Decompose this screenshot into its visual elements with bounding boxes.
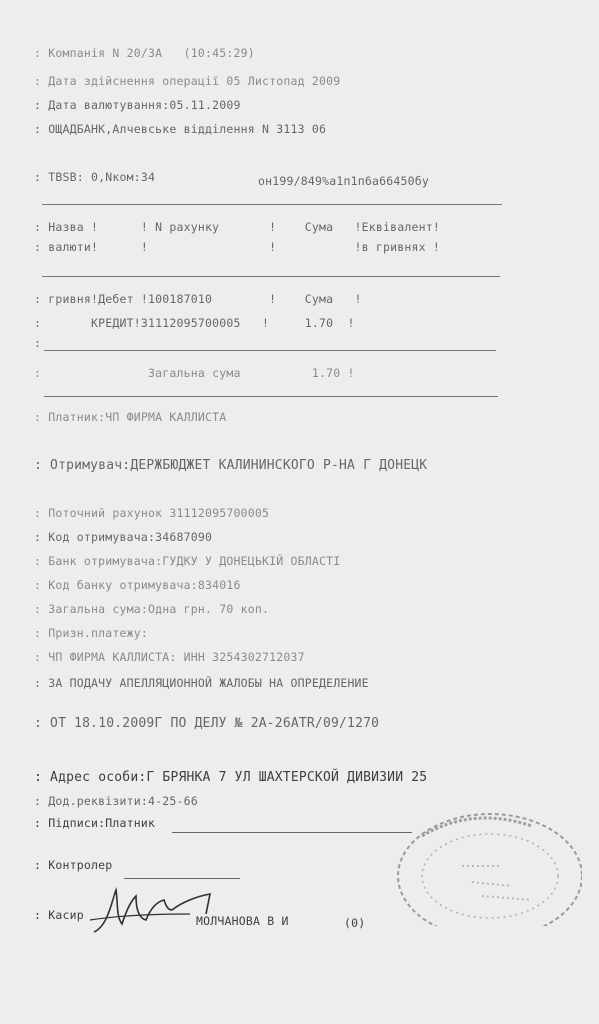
current-account-line: : Поточний рахунок 31112095700005	[34, 506, 270, 520]
case-number-line: : ОТ 18.10.2009Г ПО ДЕЛУ № 2А-26АТR/09/1270	[34, 716, 380, 731]
payment-purpose-payer: : ЧП ФИРМА КАЛЛИСТА: ИНН 3254302712037	[34, 650, 305, 664]
payer-signature-label: : Пiдписи:Платник	[34, 816, 156, 830]
hash-code: он199/849%а1п1п6а66450бу	[258, 174, 429, 188]
table-header-rule	[42, 276, 500, 277]
total-words-line: : Загальна сума:Одна грн. 70 коп.	[34, 602, 270, 616]
cashier-name: МОЛЧАНОВА В И	[196, 914, 289, 928]
controller-label: : Контролер	[34, 858, 113, 872]
tbsv-code: : ТВSВ: 0,Nком:34	[34, 170, 156, 184]
table-header-row-1: : Назва ! ! N рахунку ! Сума !Еквiвалент!	[34, 220, 441, 234]
controller-signature-line	[124, 878, 240, 879]
cashier-code: (0)	[344, 916, 366, 930]
header-operation-date: : Дата здiйснення операцiї 05 Листопад 2009	[34, 74, 341, 88]
address-line: : Адрес особи:Г БРЯНКА 7 УЛ ШАХТЕРСКОЙ ДИВИЗИИ 25	[34, 770, 428, 785]
header-bank-branch: : ОЩАДБАНК,Алчевське вiддiлення N 3113 06	[34, 122, 327, 136]
payer-signature-line	[172, 832, 412, 833]
recipient-code-line: : Код отримувача:34687090	[34, 530, 213, 544]
recipient-line: : Отримувач:ДЕРЖБЮДЖЕТ КАЛИНИНСКОГО Р-НА Г ДОНЕЦК	[34, 458, 428, 473]
table-row-debit: : гривня!Дебет !100187010 ! Сума !	[34, 292, 362, 306]
recipient-bank-line: : Банк отримувача:ГУДКУ У ДОНЕЦЬКIЙ ОБЛАСТI	[34, 554, 341, 568]
table-row-credit: : КРЕДИТ!31112095700005 ! 1.70 !	[34, 316, 355, 330]
round-stamp	[382, 796, 582, 926]
payment-purpose-text: : ЗА ПОДАЧУ АПЕЛЛЯЦИОННОЙ ЖАЛОБЫ НА ОПРЕДЕЛЕНИЕ	[34, 676, 369, 690]
table-top-rule	[42, 204, 502, 205]
cashier-label: : Касир	[34, 908, 84, 922]
cashier-signature	[86, 880, 236, 940]
header-company: : Компанiя N 20/3А (10:45:29)	[34, 46, 255, 60]
header-value-date: : Дата валютування:05.11.2009	[34, 98, 241, 112]
table-row-empty: :	[34, 336, 42, 350]
table-bottom-rule	[44, 396, 498, 397]
table-header-row-2: : валюти! ! ! !в гривнях !	[34, 240, 441, 254]
bank-code-line: : Код банку отримувача:834016	[34, 578, 241, 592]
payment-purpose-label: : Призн.платежу:	[34, 626, 148, 640]
payer-line: : Платник:ЧП ФИРМА КАЛЛИСТА	[34, 410, 227, 424]
table-total-row: : Загальна сума 1.70 !	[34, 366, 355, 380]
table-body-rule	[44, 350, 496, 351]
requisites-line: : Дод.реквiзити:4-25-66	[34, 794, 198, 808]
